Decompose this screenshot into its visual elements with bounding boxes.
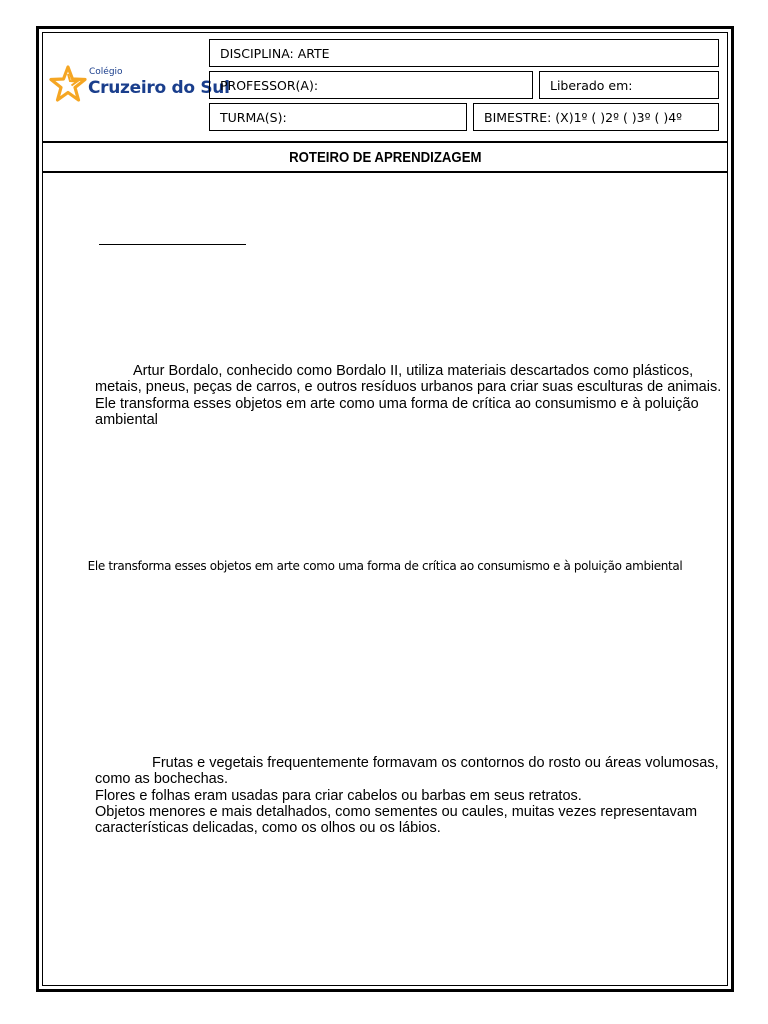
disciplina-field: DISCIPLINA: ARTE <box>209 39 719 67</box>
paragraph-bordalo-text: Artur Bordalo, conhecido como Bordalo II, utiliza materiais descartados como plásticos, metais, pneus, peças de carros, e outros resíduos urbanos para criar suas esculturas de animais. Ele transforma esses objetos em arte como uma forma de crítica ao consumismo e à poluição ambiental <box>95 363 722 428</box>
school-logo <box>49 65 230 103</box>
document-frame <box>36 26 734 992</box>
turma-field: TURMA(S): <box>209 103 467 131</box>
paragraph-bordalo <box>95 363 729 428</box>
title-bar <box>43 143 727 173</box>
paragraph-line-2: Flores e folhas eram usadas para criar cabelos ou barbas em seus retratos. <box>95 787 582 804</box>
paragraph-line-1: Frutas e vegetais frequentemente formavam os contornos do rosto ou áreas volumosas, como as bochechas. <box>95 755 719 788</box>
bimestre-field: BIMESTRE: (X)1º ( )2º ( )3º ( )4º <box>473 103 719 131</box>
liberado-field: Liberado em: <box>539 71 719 99</box>
logo-title: Cruzeiro do Sul <box>88 78 230 98</box>
logo-subtitle: Colégio <box>89 67 123 77</box>
paragraph-line-3: Objetos menores e mais detalhados, como sementes ou caules, muitas vezes representavam características delicadas, como os olhos ou os lábios. <box>95 803 698 837</box>
star-icon <box>49 65 87 103</box>
professor-field: PROFESSOR(A): <box>209 71 533 99</box>
image-caption: Ele transforma esses objetos em arte como uma forma de crítica ao consumismo e à poluição ambiental <box>87 559 683 573</box>
document-inner-frame <box>42 32 728 986</box>
header-section <box>43 33 727 143</box>
paragraph-arcimboldo <box>95 755 729 836</box>
blank-answer-line <box>99 244 246 245</box>
page-title: ROTEIRO DE APRENDIZAGEM <box>288 148 482 166</box>
